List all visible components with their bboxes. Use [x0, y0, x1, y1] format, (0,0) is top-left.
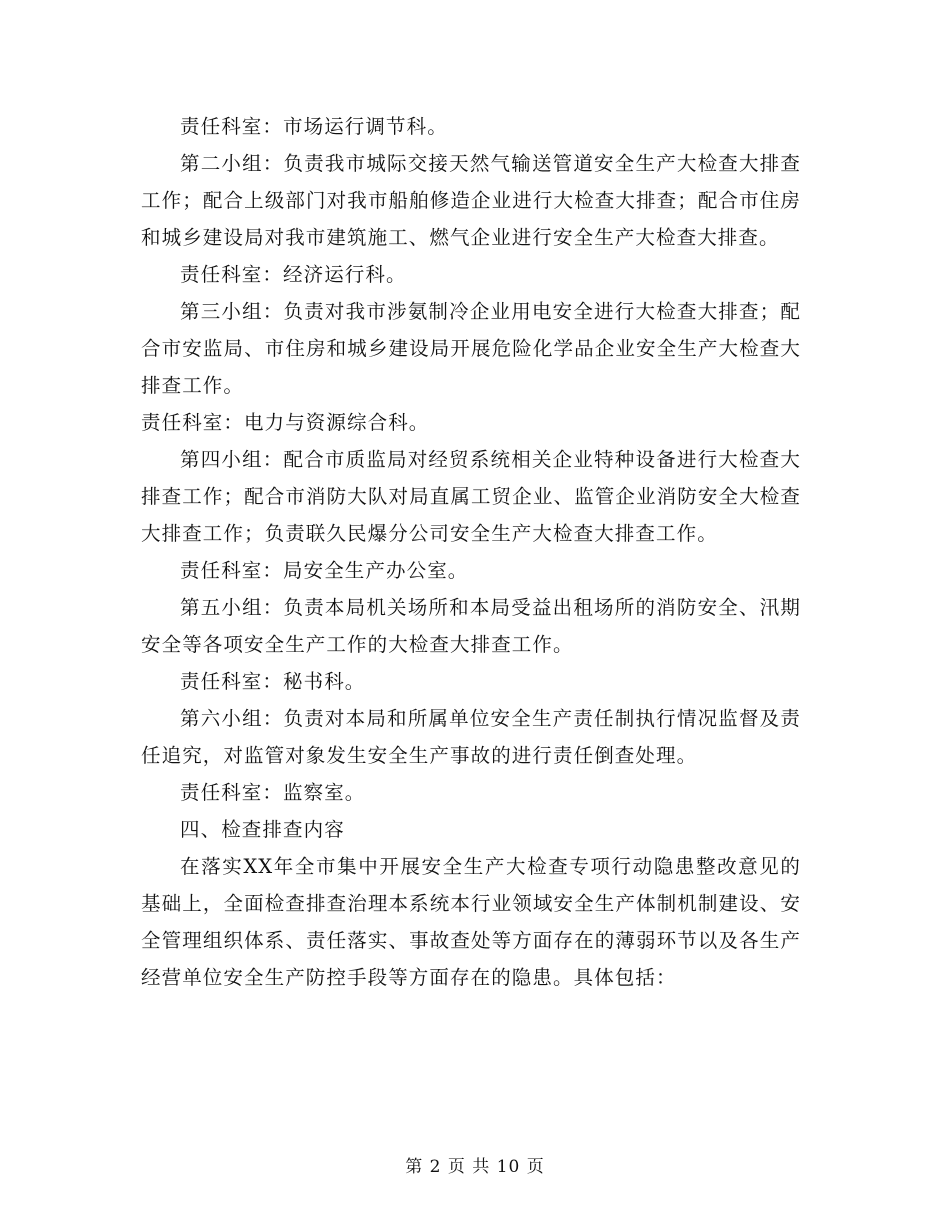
paragraph-5: 责任科室：电力与资源综合科。 [141, 411, 430, 434]
page-footer [0, 1152, 950, 1177]
paragraph-10: 第六小组：负责对本局和所属单位安全生产责任制执行情况监督及责任追究，对监管对象发生安全生产事故的进行责任倒查处理。 [141, 707, 801, 767]
page-number-label: 第 2 页 共 10 页 [405, 1157, 545, 1177]
paragraph-8: 第五小组：负责本局机关场所和本局受益出租场所的消防安全、汛期安全等各项安全生产工作的大检查大排查工作。 [141, 596, 801, 656]
paragraph-3: 责任科室：经济运行科。 [180, 263, 407, 286]
document-body [141, 108, 801, 996]
paragraph-4: 第三小组：负责对我市涉氨制冷企业用电安全进行大检查大排查；配合市安监局、市住房和城乡建设局开展危险化学品企业安全生产大检查大排查工作。 [141, 300, 801, 397]
section-heading: 四、检查排查内容 [180, 818, 345, 841]
paragraph-9: 责任科室：秘书科。 [180, 670, 366, 693]
paragraph-7: 责任科室：局安全生产办公室。 [180, 559, 469, 582]
paragraph-11: 责任科室：监察室。 [180, 781, 366, 804]
paragraph-6: 第四小组：配合市质监局对经贸系统相关企业特种设备进行大检查大排查工作；配合市消防大队对局直属工贸企业、监管企业消防安全大检查大排查工作；负责联久民爆分公司安全生产大检查大排查工作。 [141, 448, 801, 545]
paragraph-2: 第二小组：负责我市城际交接天然气输送管道安全生产大检查大排查工作；配合上级部门对我市船舶修造企业进行大检查大排查；配合市住房和城乡建设局对我市建筑施工、燃气企业进行安全生产大检查大排查。 [141, 152, 801, 249]
paragraph-13: 在落实XX年全市集中开展安全生产大检查专项行动隐患整改意见的基础上，全面检查排查治理本系统本行业领域安全生产体制机制建设、安全管理组织体系、责任落实、事故查处等方面存在的薄弱环节以及各生产经营单位安全生产防控手段等方面存在的隐患。具体包括： [141, 855, 801, 989]
paragraph-1: 责任科室：市场运行调节科。 [180, 115, 448, 138]
